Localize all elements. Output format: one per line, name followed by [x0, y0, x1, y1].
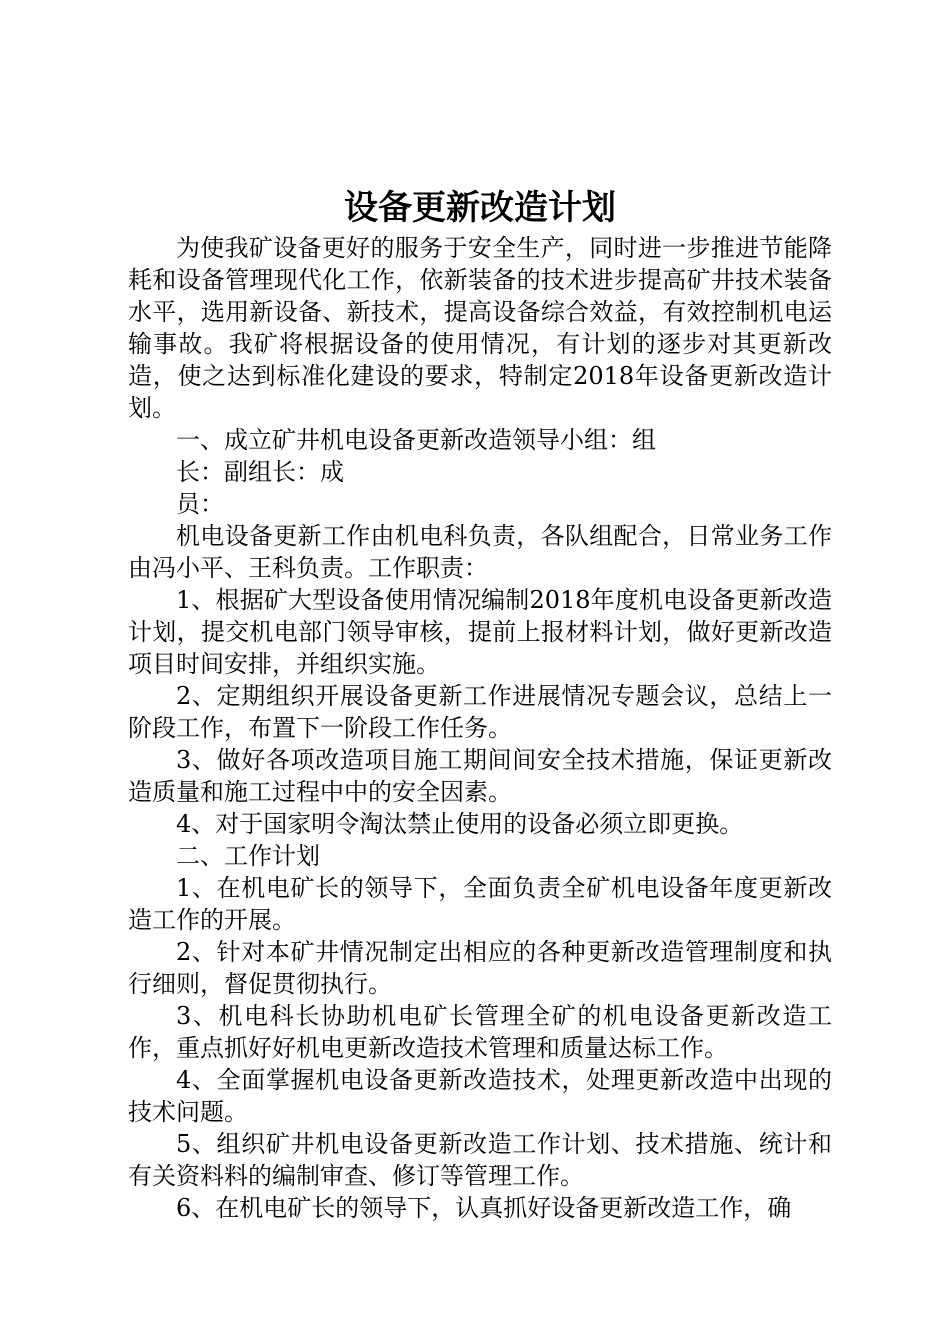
paragraph-plan-3: 3、机电科长协助机电矿长管理全矿的机电设备更新改造工作，重点抓好好机电更新改造技术管理和质量达标工作。	[128, 1002, 832, 1062]
paragraph-duty-4: 4、对于国家明令淘汰禁止使用的设备必须立即更换。	[176, 810, 744, 838]
paragraph-plan-2: 2、针对本矿井情况制定出相应的各种更新改造管理制度和执行细则，督促贯彻执行。	[128, 938, 832, 998]
document-body	[128, 232, 832, 1224]
paragraph-responsibility: 机电设备更新工作由机电科负责，各队组配合，日常业务工作由冯小平、王科负责。工作职责：	[128, 522, 832, 582]
paragraph-plan-1: 1、在机电矿长的领导下，全面负责全矿机电设备年度更新改造工作的开展。	[128, 874, 832, 934]
paragraph-duty-1: 1、根据矿大型设备使用情况编制2018年度机电设备更新改造计划，提交机电部门领导审核，提前上报材料计划，做好更新改造项目时间安排，并组织实施。	[128, 586, 832, 678]
paragraph-plan-5: 5、组织矿井机电设备更新改造工作计划、技术措施、统计和有关资料料的编制审查、修订等管理工作。	[128, 1130, 832, 1190]
paragraph-section-two-heading: 二、工作计划	[176, 842, 320, 870]
document-title: 设备更新改造计划	[344, 188, 616, 228]
paragraph-leader-roles: 长：副组长：成	[176, 458, 344, 486]
paragraph-duty-2: 2、定期组织开展设备更新工作进展情况专题会议，总结上一阶段工作，布置下一阶段工作任务。	[128, 682, 832, 742]
paragraph-plan-6: 6、在机电矿长的领导下，认真抓好设备更新改造工作，确	[176, 1194, 792, 1222]
paragraph-intro: 为使我矿设备更好的服务于安全生产，同时进一步推进节能降耗和设备管理现代化工作，依新装备的技术进步提高矿井技术装备水平，选用新设备、新技术，提高设备综合效益，有效控制机电运输事故。我矿将根据设备的使用情况，有计划的逐步对其更新改造，使之达到标准化建设的要求，特制定2018年设备更新改造计划。	[128, 234, 832, 422]
paragraph-duty-3: 3、做好各项改造项目施工期间间安全技术措施，保证更新改造质量和施工过程中中的安全因素。	[128, 746, 832, 806]
paragraph-section-one-heading: 一、成立矿井机电设备更新改造领导小组：组	[176, 426, 656, 454]
paragraph-plan-4: 4、全面掌握机电设备更新改造技术，处理更新改造中出现的技术问题。	[128, 1066, 832, 1126]
paragraph-members: 员：	[176, 490, 224, 518]
